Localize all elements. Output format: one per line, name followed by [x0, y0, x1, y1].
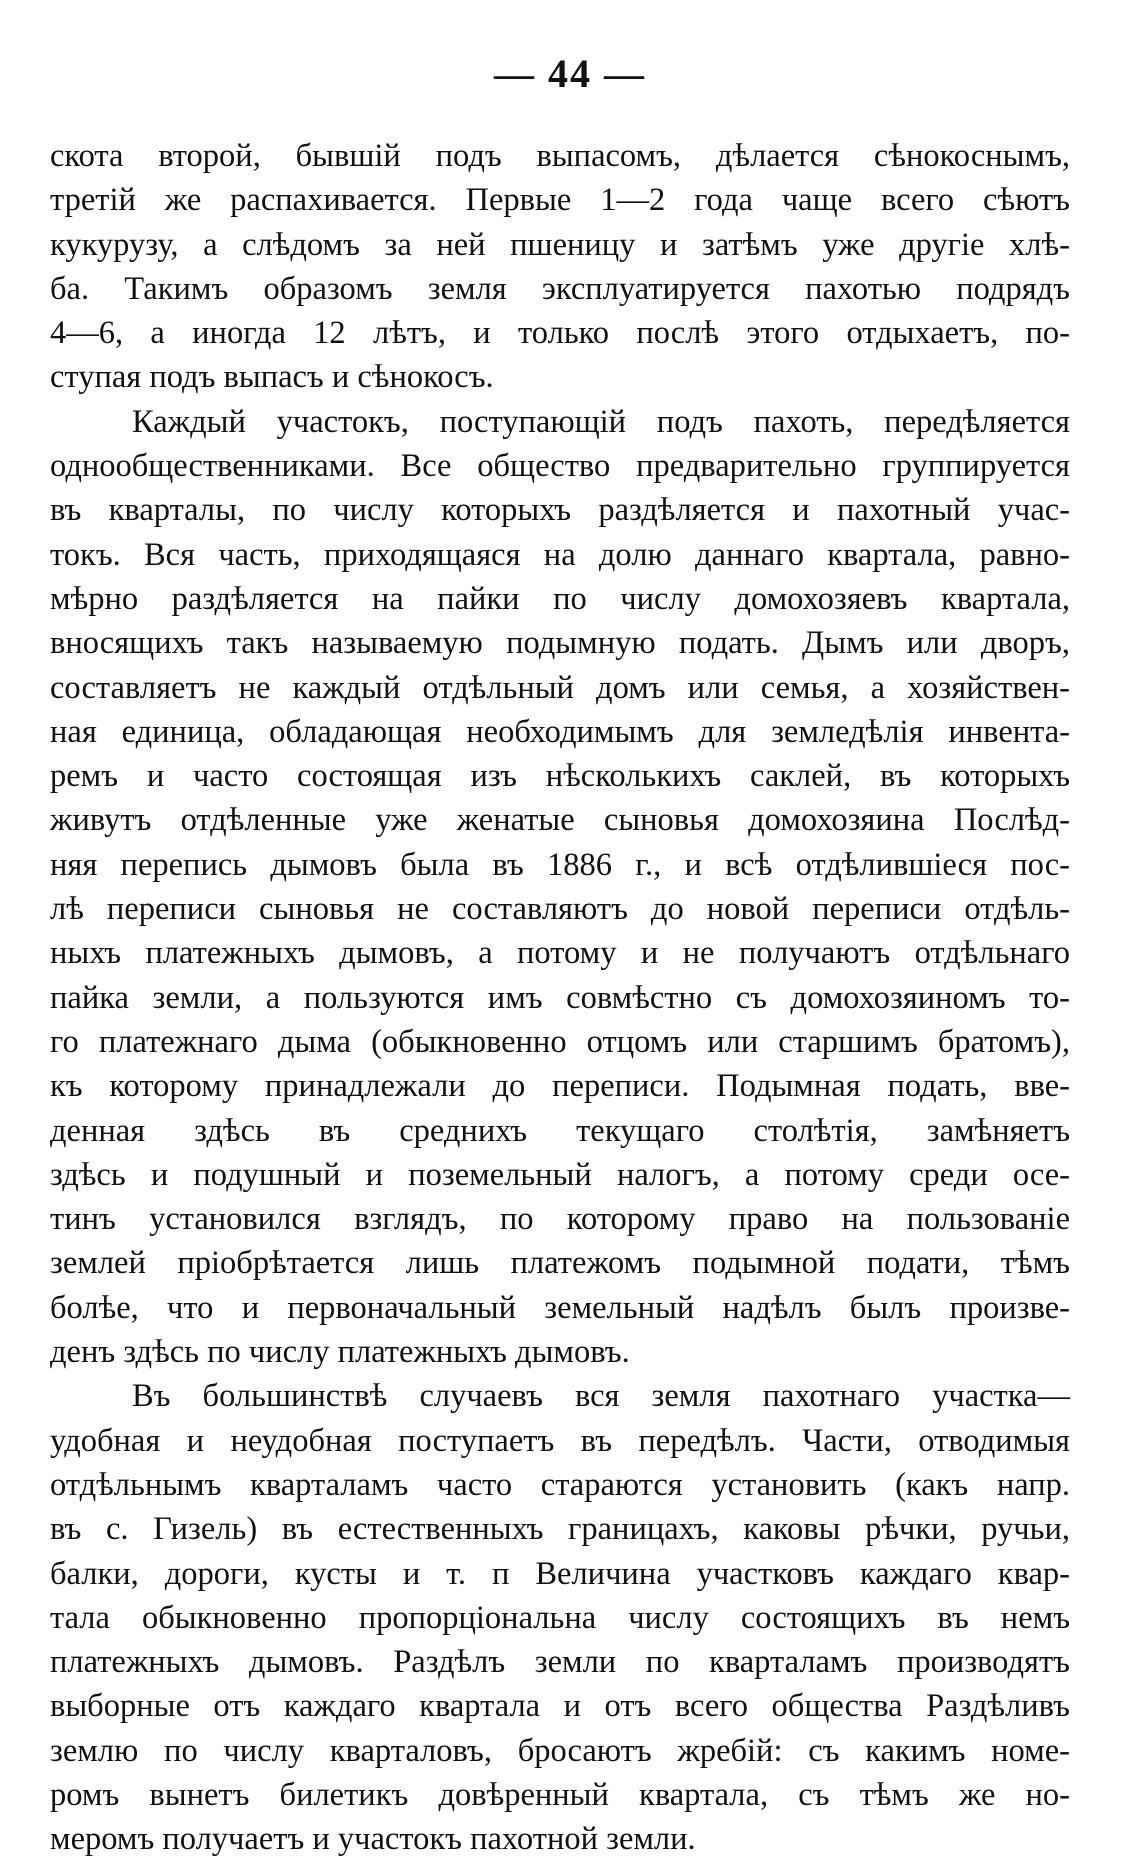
body-text — [50, 134, 1070, 1862]
text-line: пайка земли, а пользуются имъ совмѣстно съ домохозяиномъ то- — [50, 979, 1070, 1016]
text-line: Въ большинствѣ случаевъ вся земля пахотнаго участка— — [132, 1378, 1070, 1415]
text-line: кукурузу, а слѣдомъ за ней пшеницу и затѣмъ уже другіе хлѣ- — [50, 226, 1070, 263]
paragraph-3 — [50, 1374, 1070, 1861]
text-line: го платежнаго дыма (обыкновенно отцомъ или старшимъ братомъ), — [50, 1023, 1070, 1060]
text-line: тала обыкновенно пропорціональна числу состоящихъ въ немъ — [50, 1599, 1070, 1636]
text-line: лѣ переписи сыновья не составляютъ до новой переписи отдѣль- — [50, 891, 1070, 928]
text-line: 4—6, а иногда 12 лѣтъ, и только послѣ этого отдыхаетъ, по- — [50, 315, 1070, 352]
text-line: ромъ вынетъ билетикъ довѣренный квартала, съ тѣмъ же но- — [50, 1776, 1070, 1813]
text-line: скота второй, бывшій подъ выпасомъ, дѣлается сѣнокоснымъ, — [50, 138, 1070, 174]
text-line: болѣе, что и первоначальный земельный надѣлъ былъ произве- — [50, 1289, 1070, 1326]
text-line: здѣсь и подушный и поземельный налогъ, а потому среди осе- — [50, 1156, 1070, 1193]
text-line: Каждый участокъ, поступающій подъ пахоть, передѣляется — [132, 403, 1070, 440]
text-line: балки, дороги, кусты и т. п Величина участковъ каждаго квар- — [50, 1555, 1070, 1592]
text-line: ная единица, обладающая необходимымъ для земледѣлія инвента- — [50, 713, 1070, 750]
text-line: отдѣльнымъ кварталамъ часто стараются установить (какъ напр. — [50, 1466, 1070, 1503]
text-line: тинъ установился взглядъ, по которому право на пользованіе — [50, 1201, 1070, 1238]
text-line: меромъ получаетъ и участокъ пахотной земли. — [50, 1821, 696, 1858]
text-line: денная здѣсь въ среднихъ текущаго столѣтія, замѣняетъ — [50, 1112, 1070, 1149]
text-line: землю по числу кварталовъ, бросаютъ жребій: съ какимъ номе- — [50, 1732, 1070, 1769]
text-line: платежныхъ дымовъ. Раздѣлъ земли по кварталамъ производятъ — [50, 1644, 1070, 1681]
paragraph-2 — [50, 400, 1070, 1375]
text-line: мѣрно раздѣляется на пайки по числу домохозяевъ квартала, — [50, 580, 1070, 617]
text-line: токъ. Вся часть, приходящаяся на долю даннаго квартала, равно- — [50, 536, 1070, 573]
paragraph-1 — [50, 134, 1070, 400]
text-line: ба. Такимъ образомъ земля эксплуатируется пахотью подрядъ — [50, 270, 1070, 307]
text-line: третій же распахивается. Первые 1—2 года чаще всего сѣютъ — [50, 182, 1070, 219]
text-line: денъ здѣсь по числу платежныхъ дымовъ. — [50, 1334, 630, 1371]
text-line: въ с. Гизель) въ естественныхъ границахъ, каковы рѣчки, ручьи, — [50, 1511, 1070, 1548]
text-line: ныхъ платежныхъ дымовъ, а потому и не получаютъ отдѣльнаго — [50, 935, 1070, 972]
text-line: къ которому принадлежали до переписи. Подымная подать, вве- — [50, 1068, 1070, 1105]
page-number: — 44 — — [494, 51, 646, 96]
text-line: няя перепись дымовъ была въ 1886 г., и всѣ отдѣлившіеся пос- — [50, 846, 1070, 883]
text-line: составляетъ не каждый отдѣльный домъ или семья, а хозяйствен- — [50, 669, 1070, 706]
text-line: выборные отъ каждаго квартала и отъ всего общества Раздѣливъ — [50, 1688, 1070, 1725]
text-line: однообщественниками. Все общество предварительно группируется — [50, 448, 1070, 485]
text-line: живутъ отдѣленные уже женатые сыновья домохозяина Послѣд- — [50, 802, 1070, 839]
text-line: вносящихъ такъ называемую подымную подать. Дымъ или дворъ, — [50, 625, 1070, 662]
text-line: ступая подъ выпасъ и сѣнокосъ. — [50, 359, 494, 396]
text-line: удобная и неудобная поступаетъ въ передѣлъ. Части, отводимыя — [50, 1422, 1070, 1459]
text-line: въ кварталы, по числу которыхъ раздѣляется и пахотный учас- — [50, 492, 1070, 529]
text-line: землей пріобрѣтается лишь платежомъ подымной подати, тѣмъ — [50, 1245, 1070, 1282]
text-line: ремъ и часто состоящая изъ нѣсколькихъ саклей, въ которыхъ — [50, 758, 1070, 795]
